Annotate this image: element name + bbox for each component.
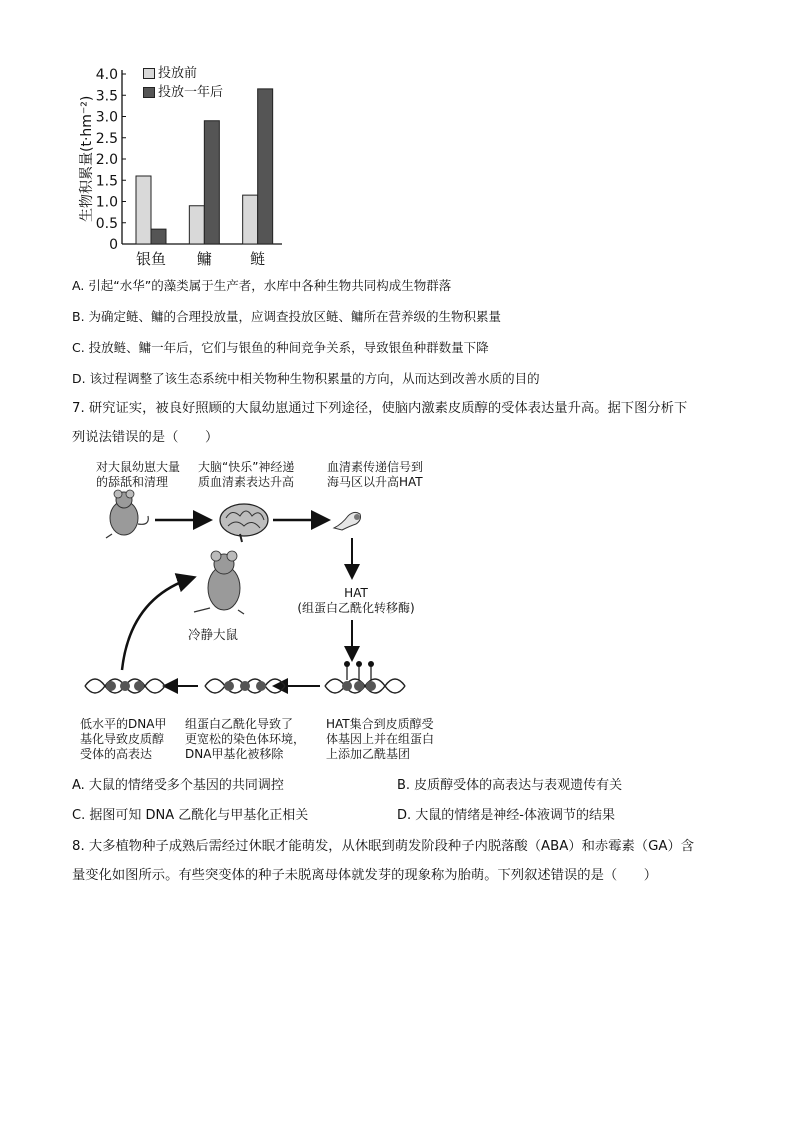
caption-dna-right-line2: 体基因上并在组蛋白 [326, 732, 435, 746]
chart-ylabel [76, 92, 96, 222]
q6-option-d: D. 该过程调整了该生态系统中相关物种生物积累量的方向，从而达到改善水质的目的 [72, 371, 540, 386]
bar-before [136, 176, 151, 244]
caption-dna-low-line1: 低水平的DNA甲 [80, 717, 167, 731]
caption-dna-low [80, 717, 166, 762]
legend-swatch-before [143, 68, 155, 79]
q7-option-a: A. 大鼠的情绪受多个基因的共同调控 [72, 778, 284, 793]
caption-dna-mid [185, 717, 305, 762]
y-tick-label: 2.0 [95, 152, 118, 168]
hat-label [291, 586, 421, 616]
legend-label-after: 投放一年后 [158, 85, 224, 100]
bar-after [204, 121, 219, 244]
neuron-icon [334, 512, 361, 530]
bar-before [243, 195, 258, 244]
y-tick-label: 4.0 [95, 67, 118, 83]
y-tick-label: 0.5 [95, 215, 118, 232]
caption-dna-right-line1: HAT集合到皮质醇受 [326, 717, 434, 731]
caption-dna-right-line3: 上添加乙酰基团 [326, 747, 411, 761]
caption-dna-right [326, 717, 434, 762]
x-tick-label: 银鱼 [135, 250, 167, 268]
q7-stem-line1: 7. 研究证实，被良好照顾的大鼠幼崽通过下列途径，使脑内激素皮质醇的受体表达量升高。据下图分析下 [72, 401, 688, 416]
q8-stem-line1: 8. 大多植物种子成熟后需经过休眠才能萌发，从休眠到萌发阶段种子内脱落酸（ABA）和赤霉素（GA）含 [72, 839, 695, 854]
chart-legend [143, 64, 223, 102]
caption-blood-line1: 血清素传递信号到 [327, 460, 424, 474]
bar-after [258, 89, 273, 244]
caption-dna-low-line2: 基化导致皮质醇 [80, 732, 165, 746]
caption-dna-mid-line1: 组蛋白乙酰化导致了 [185, 717, 294, 731]
y-tick-label: 1.0 [95, 194, 118, 211]
caption-brain [198, 460, 294, 490]
caption-dna-mid-line3: DNA甲基化被移除 [185, 747, 284, 761]
q6-option-c: C. 投放鲢、鳙一年后，它们与银鱼的种间竞争关系，导致银鱼种群数量下降 [72, 340, 489, 355]
dna-chromatin-icon-middle [205, 679, 285, 693]
q8-stem-line2: 量变化如图所示。有些突变体的种子未脱离母体就发芽的现象称为胎萌。下列叙述错误的是（ ） [72, 868, 658, 883]
brain-icon [220, 504, 268, 542]
y-tick-label: 3.5 [95, 88, 118, 105]
y-tick-label: 3.0 [95, 109, 118, 126]
q7-option-d: D. 大鼠的情绪是神经-体液调节的结果 [397, 808, 615, 823]
legend-item-after [143, 83, 223, 102]
hat-label-line2: (组蛋白乙酰化转移酶) [297, 601, 415, 615]
caption-brain-line2: 质血清素表达升高 [198, 475, 295, 489]
y-tick-label: 1.5 [95, 173, 118, 190]
y-tick-label: 0 [109, 237, 118, 253]
caption-rat-care-line2: 的舔舐和清理 [96, 475, 169, 489]
dna-chromatin-icon-right [325, 661, 405, 693]
caption-dna-low-line3: 受体的高表达 [80, 747, 153, 761]
caption-dna-mid-line2: 更宽松的染色体环境， [185, 732, 306, 746]
q6-option-b: B. 为确定鲢、鳙的合理投放量，应调查投放区鲢、鳙所在营养级的生物积累量 [72, 309, 502, 324]
q6-option-a: A. 引起“水华”的藻类属于生产者，水库中各种生物共同构成生物群落 [72, 278, 452, 293]
bar-after [151, 229, 166, 244]
legend-label-before: 投放前 [158, 66, 198, 81]
calm-rat-icon [194, 551, 244, 614]
calm-rat-label: 冷静大鼠 [188, 627, 239, 642]
bar-before [189, 206, 204, 244]
y-tick-label: 2.5 [95, 130, 118, 147]
q7-stem-line2: 列说法错误的是（ ） [72, 430, 219, 445]
q7-option-c: C. 据图可知 DNA 乙酰化与甲基化正相关 [72, 808, 309, 823]
hat-label-line1: HAT [344, 586, 368, 600]
caption-blood-line2: 海马区以升高HAT [327, 475, 423, 489]
caption-blood [327, 460, 423, 490]
caption-brain-line1: 大脑“快乐”神经递 [198, 460, 295, 474]
legend-swatch-after [143, 87, 155, 98]
chart-ylabel-text: 生物积累量(t·hm⁻²) [79, 95, 95, 222]
x-tick-label: 鳙 [196, 250, 212, 268]
q7-option-b: B. 皮质醇受体的高表达与表观遗传有关 [397, 778, 623, 793]
legend-item-before [143, 64, 223, 83]
caption-rat-care-line1: 对大鼠幼崽大量 [96, 460, 181, 474]
rat-pup-icon [106, 490, 148, 538]
caption-rat-care [96, 460, 180, 490]
dna-chromatin-icon-left [85, 679, 165, 693]
x-tick-label: 鲢 [250, 250, 266, 268]
